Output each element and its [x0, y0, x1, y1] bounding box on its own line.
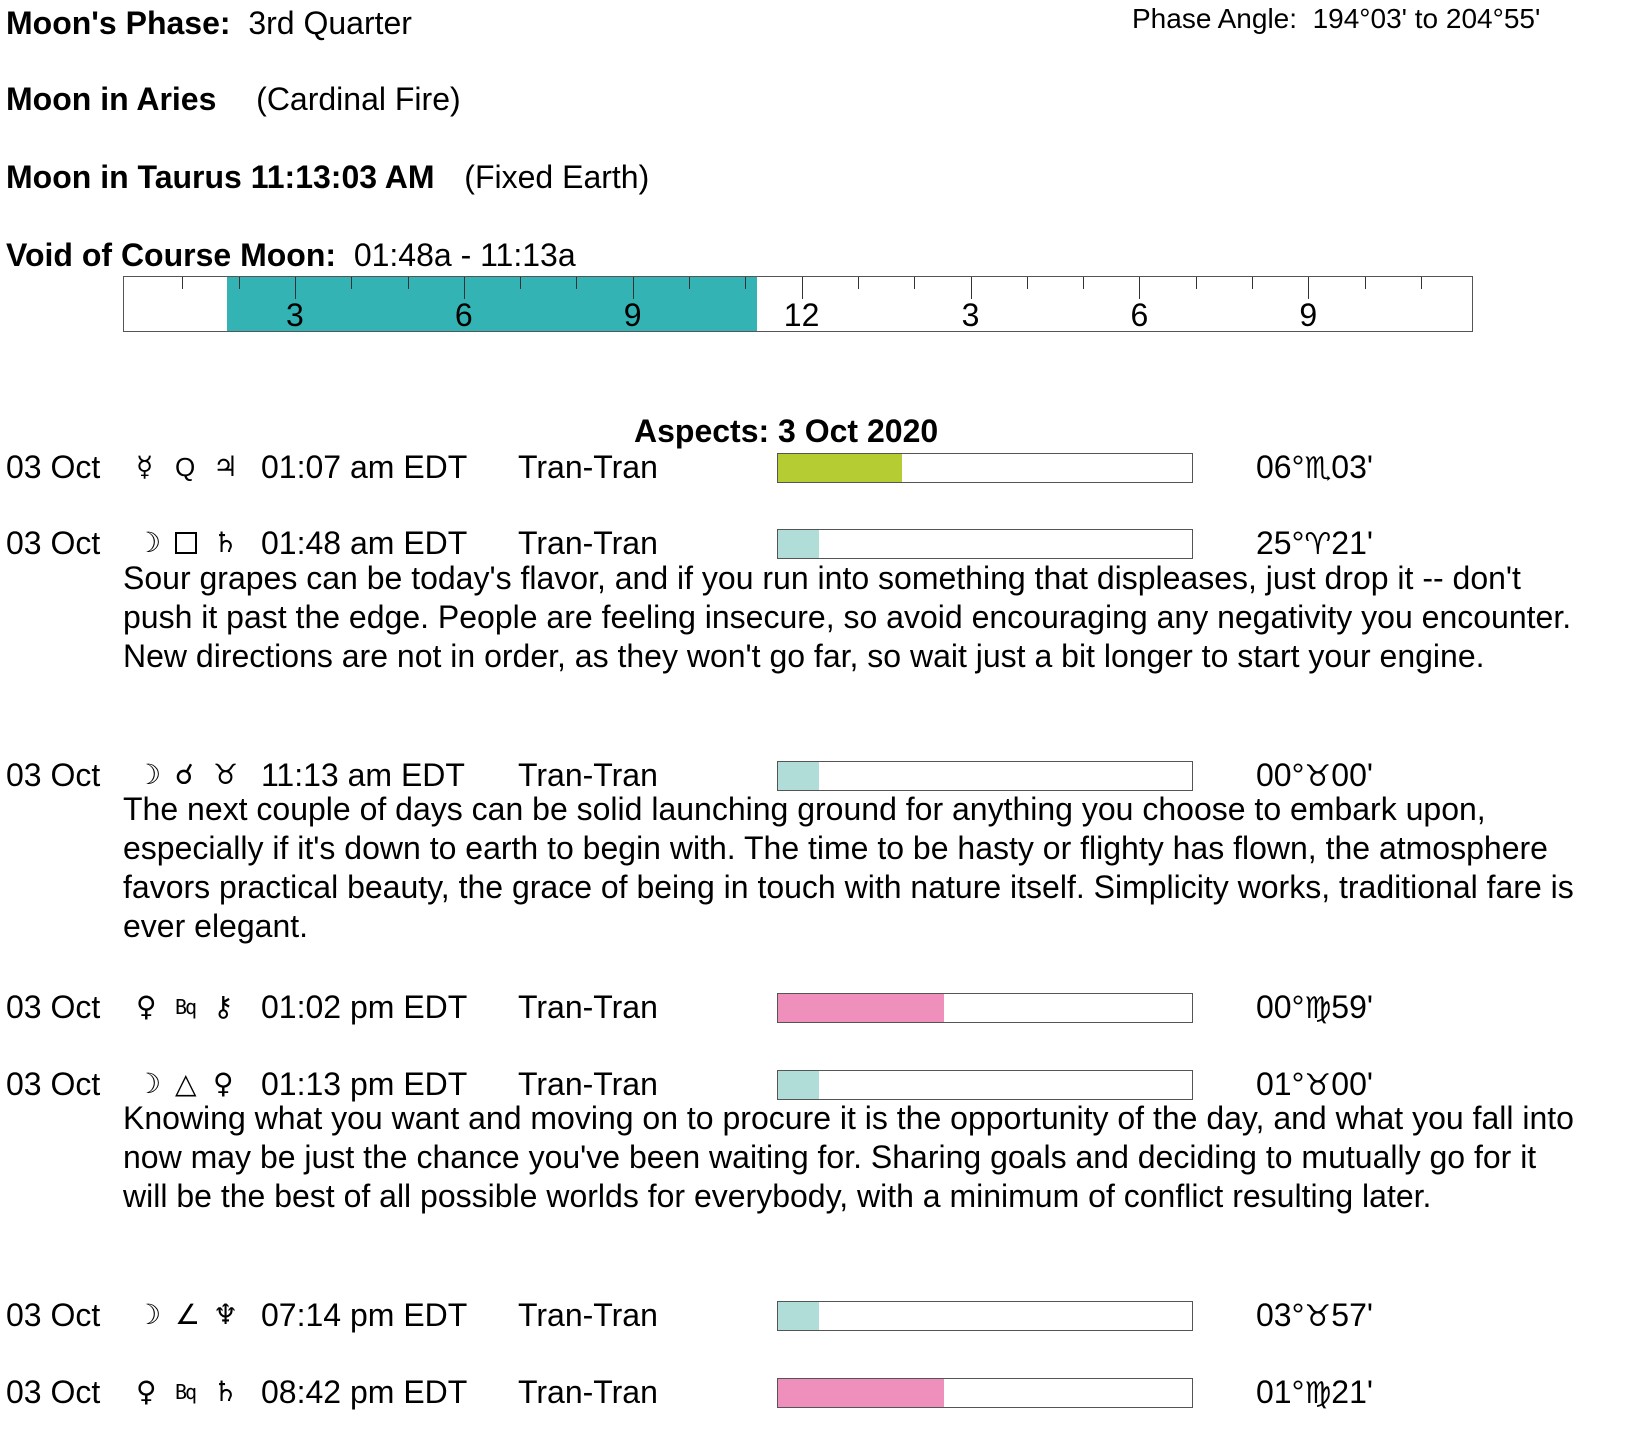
void-of-course-line [6, 235, 576, 275]
timeline-tick [520, 277, 521, 289]
aspect-date: 03 Oct [6, 525, 101, 561]
timeline-tick [239, 277, 240, 289]
moon-icon: ☽ [136, 758, 162, 791]
aspect-description: Sour grapes can be today's flavor, and if you run into something that displeases, just drop it -- don't push it past the edge. People are feeling insecure, so avoid encouraging any negativity you encounter. New directions are not in order, as they won't go far, so wait just a bit longer to start your engine. [123, 560, 1572, 674]
aspect-position-degrees: 25° [1256, 525, 1305, 561]
aspect-row [0, 755, 1636, 795]
moon-sign-1-label: Moon in Aries [6, 81, 217, 117]
timeline-tick [182, 277, 183, 289]
aspect-date: 03 Oct [6, 1066, 101, 1102]
moon-phase-line [6, 3, 412, 43]
aspect-position-minutes: 03' [1331, 449, 1373, 485]
biquintile-icon: Bq [175, 995, 196, 1019]
timeline-tick [745, 277, 746, 289]
moon-phase-label: Moon's Phase: [6, 5, 231, 41]
aspect-position-degrees: 01° [1256, 1374, 1305, 1410]
timeline-hour-label: 9 [1299, 297, 1318, 333]
aspect-position-minutes: 00' [1331, 757, 1373, 793]
moon-icon: ☽ [136, 526, 162, 559]
aspect-time: 08:42 pm EDT [261, 1374, 468, 1410]
aspect-planet-2 [213, 1297, 238, 1333]
scorpio-icon: ♏ [1304, 451, 1332, 486]
timeline-hour-label: 9 [623, 297, 642, 333]
timeline-tick [802, 277, 803, 299]
aspect-strength-bar [777, 993, 1193, 1023]
timeline-tick [858, 277, 859, 289]
aspect-row [0, 447, 1636, 487]
trine-icon: △ [175, 1067, 197, 1100]
aspect-position [1256, 1064, 1373, 1104]
aspect-type: Tran-Tran [518, 1374, 658, 1410]
aspect-strength-bar [777, 1070, 1193, 1100]
phase-angle-label: Phase Angle: [1132, 3, 1298, 34]
aspect-symbol [175, 525, 197, 561]
void-period-fill [227, 277, 757, 331]
virgo-icon: ♍ [1304, 1376, 1332, 1411]
timeline-tick [689, 277, 690, 289]
square-icon [175, 523, 197, 563]
aspect-position [1256, 987, 1373, 1027]
aspect-position-minutes: 00' [1331, 1066, 1373, 1102]
aspect-date: 03 Oct [6, 757, 101, 793]
aspect-date: 03 Oct [6, 989, 101, 1025]
venus-icon: ♀ [136, 990, 157, 1023]
aspect-strength-bar [777, 1301, 1193, 1331]
aspect-date: 03 Oct [6, 1297, 101, 1333]
aspect-strength-fill [778, 1302, 819, 1330]
aspect-position [1256, 523, 1373, 563]
timeline-tick [1083, 277, 1084, 289]
moon-sign-2-label: Moon in Taurus 11:13:03 AM [6, 159, 435, 195]
phase-angle-line [1132, 1, 1540, 37]
aspect-planet-1 [136, 1374, 157, 1410]
aspect-time: 01:07 am EDT [261, 449, 468, 485]
semisquare-icon: ∠ [175, 1298, 201, 1331]
timeline-tick [295, 277, 296, 299]
aspect-row [0, 523, 1636, 563]
aspect-type: Tran-Tran [518, 449, 658, 485]
timeline-tick [351, 277, 352, 289]
aspect-strength-fill [778, 1071, 819, 1099]
timeline-hour-label: 12 [783, 297, 820, 333]
aspect-date: 03 Oct [6, 449, 101, 485]
aspect-strength-fill [778, 994, 944, 1022]
aspect-symbol [175, 1066, 197, 1102]
aspect-time: 01:48 am EDT [261, 525, 468, 561]
moon-sign-1-line [6, 79, 461, 119]
aspect-strength-fill [778, 762, 819, 790]
timeline-tick [1421, 277, 1422, 289]
aspect-position [1256, 1372, 1373, 1412]
aspect-description: Knowing what you want and moving on to procure it is the opportunity of the day, and what you fall into now may be just the chance you've been waiting for. Sharing goals and deciding to mutually go for it will be the best of all possible worlds for everybody, with a minimum of conflict resulting later. [123, 1100, 1574, 1214]
aspect-planet-1 [136, 1297, 161, 1333]
aspect-time: 11:13 am EDT [261, 757, 465, 793]
chiron-icon: ⚷ [213, 990, 234, 1023]
moon-sign-2-line [6, 157, 649, 197]
aspect-row [0, 1064, 1636, 1104]
timeline-hour-label: 3 [285, 297, 304, 333]
timeline-tick [914, 277, 915, 289]
aspect-strength-bar [777, 453, 1193, 483]
aspect-symbol [175, 449, 195, 485]
virgo-icon: ♍ [1304, 991, 1332, 1026]
aspect-symbol [175, 757, 194, 793]
aspect-planet-2 [213, 757, 238, 793]
aspect-position-degrees: 00° [1256, 757, 1305, 793]
void-of-course-timeline [123, 276, 1473, 332]
timeline-tick [1252, 277, 1253, 289]
aspect-time: 01:13 pm EDT [261, 1066, 468, 1102]
timeline-hour-label: 6 [454, 297, 473, 333]
venus-icon: ♀ [213, 1067, 234, 1100]
taurus-icon: ♉ [213, 758, 239, 791]
quintile-icon: Q [175, 452, 196, 482]
timeline-tick [464, 277, 465, 299]
aspect-strength-bar [777, 1378, 1193, 1408]
timeline-tick [1139, 277, 1140, 299]
aspect-type: Tran-Tran [518, 1297, 658, 1333]
aspect-planet-1 [136, 757, 161, 793]
timeline-tick [1308, 277, 1309, 299]
aspect-position-minutes: 21' [1331, 1374, 1373, 1410]
aspect-planet-2 [213, 1066, 234, 1102]
aspect-description: The next couple of days can be solid launching ground for anything you choose to embark upon, especially if it's down to earth to begin with. The time to be hasty or flighty has flown, the atmosphere favors practical beauty, the grace of being in touch with nature itself. Simplicity works, traditional fare is ever elegant. [123, 791, 1574, 944]
aspect-position-degrees: 01° [1256, 1066, 1305, 1102]
timeline-tick [576, 277, 577, 289]
saturn-icon: ♄ [213, 1375, 239, 1408]
timeline-tick [1027, 277, 1028, 289]
aspect-position-degrees: 03° [1256, 1297, 1305, 1333]
jupiter-icon: ♃ [213, 450, 239, 483]
timeline-hour-label: 6 [1130, 297, 1149, 333]
aspect-date: 03 Oct [6, 1374, 101, 1410]
moon-sign-2-quality: (Fixed Earth) [464, 159, 650, 195]
aspect-symbol [175, 989, 195, 1025]
timeline-tick [408, 277, 409, 289]
venus-icon: ♀ [136, 1375, 157, 1408]
moon-sign-1-quality: (Cardinal Fire) [256, 81, 461, 117]
aspect-strength-fill [778, 454, 902, 482]
moon-icon: ☽ [136, 1067, 162, 1100]
aspect-position-degrees: 00° [1256, 989, 1305, 1025]
aspect-type: Tran-Tran [518, 757, 658, 793]
aspect-row [0, 1295, 1636, 1335]
aspect-strength-bar [777, 529, 1193, 559]
aspect-planet-2 [213, 525, 238, 561]
aries-icon: ♈ [1304, 527, 1332, 562]
taurus-icon: ♉ [1304, 1068, 1332, 1103]
aspects-title: Aspects: 3 Oct 2020 [634, 413, 939, 449]
timeline-tick [1365, 277, 1366, 289]
aspect-planet-1 [136, 449, 153, 485]
phase-angle-value: 194°03' to 204°55' [1312, 3, 1541, 34]
void-value: 01:48a - 11:13a [353, 237, 576, 273]
aspect-type: Tran-Tran [518, 525, 658, 561]
taurus-icon: ♉ [1304, 1299, 1332, 1334]
aspect-position-minutes: 57' [1331, 1297, 1373, 1333]
aspect-row [0, 987, 1636, 1027]
timeline-tick [1196, 277, 1197, 289]
aspect-planet-2 [213, 1374, 238, 1410]
aspect-planet-1 [136, 525, 161, 561]
aspect-position [1256, 755, 1373, 795]
aspect-position-minutes: 21' [1331, 525, 1373, 561]
aspect-strength-fill [778, 530, 819, 558]
aspect-symbol [175, 1374, 195, 1410]
void-label: Void of Course Moon: [6, 237, 337, 273]
aspect-type: Tran-Tran [518, 1066, 658, 1102]
mercury-icon: ☿ [136, 450, 154, 483]
aspect-strength-bar [777, 761, 1193, 791]
timeline-hour-label: 3 [961, 297, 980, 333]
aspect-row [0, 1372, 1636, 1412]
saturn-icon: ♄ [213, 526, 239, 559]
aspect-time: 01:02 pm EDT [261, 989, 468, 1025]
aspect-planet-1 [136, 1066, 161, 1102]
timeline-tick [971, 277, 972, 299]
aspect-position-minutes: 59' [1331, 989, 1373, 1025]
aspect-planet-1 [136, 989, 157, 1025]
timeline-tick [633, 277, 634, 299]
moon-icon: ☽ [136, 1298, 162, 1331]
aspect-strength-fill [778, 1379, 944, 1407]
moon-phase-value: 3rd Quarter [248, 5, 412, 41]
aspect-planet-2 [213, 449, 238, 485]
biquintile-icon: Bq [175, 1380, 196, 1404]
aspect-type: Tran-Tran [518, 989, 658, 1025]
conjunction-icon: ☌ [175, 758, 194, 791]
aspect-position-degrees: 06° [1256, 449, 1305, 485]
aspect-position [1256, 447, 1373, 487]
neptune-icon: ♆ [213, 1298, 239, 1331]
aspect-time: 07:14 pm EDT [261, 1297, 468, 1333]
aspect-symbol [175, 1297, 200, 1333]
aspect-planet-2 [213, 989, 234, 1025]
taurus-icon: ♉ [1304, 759, 1332, 794]
aspect-position [1256, 1295, 1373, 1335]
